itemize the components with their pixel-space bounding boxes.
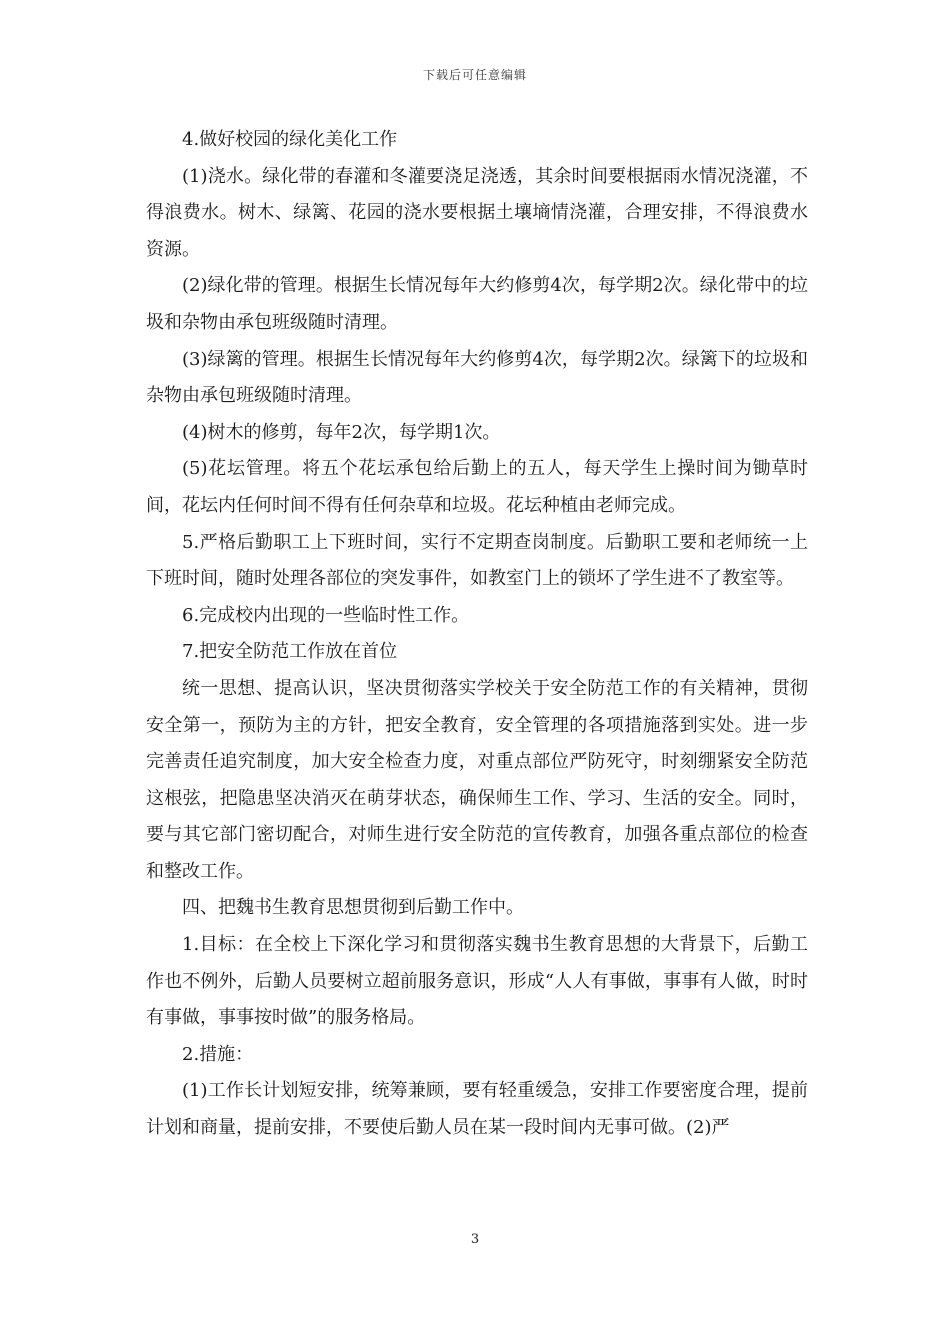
paragraph-safety: 统一思想、提高认识，坚决贯彻落实学校关于安全防范工作的有关精神，贯彻安全第一，预防为主的方针，把安全教育，安全管理的各项措施落到实处。进一步完善责任追究制度，加大安全检查力度，对重点部位严防死守，时刻绷紧安全防范这根弦，把隐患坚决消灭在萌芽状态，确保师生工作、学习、生活的安全。同时，要与其它部门密切配合，对师生进行安全防范的宣传教育，加强各重点部位的检查和整改工作。 (146, 677, 808, 882)
page-header-note: 下载后可任意编辑 (422, 68, 527, 82)
paragraph-temporary-work: 6.完成校内出现的一些临时性工作。 (182, 604, 470, 626)
paragraph-measures-one: (1)工作长计划短安排，统筹兼顾，要有轻重缓急，安排工作要密度合理，提前计划和商量，提前安排，不要使后勤人员在某一段时间内无事可做。(2)严 (146, 1080, 808, 1139)
paragraph-greenbelt: (2)绿化带的管理。根据生长情况每年大约修剪4次，每学期2次。绿化带中的垃圾和杂物由承包班级随时清理。 (146, 275, 808, 333)
paragraph-flowerbed: (5)花坛管理。将五个花坛承包给后勤上的五人，每天学生上操时间为锄草时间，花坛内任何时间不得有任何杂草和垃圾。花坛种植由老师完成。 (146, 458, 808, 516)
section-heading-greening: 4.做好校园的绿化美化工作 (182, 129, 398, 150)
section-heading-safety: 7.把安全防范工作放在首位 (182, 641, 398, 663)
paragraph-watering: (1)浇水。绿化带的春灌和冬灌要浇足浇透，其余时间要根据雨水情况浇灌，不得浪费水。树木、绿篱、花园的浇水要根据土壤墒情浇灌，合理安排，不得浪费水资源。 (146, 165, 808, 260)
paragraph-goal: 1.目标：在全校上下深化学习和贯彻落实魏书生教育思想的大背景下，后勤工作也不例外，后勤人员要树立超前服务意识，形成“人人有事做，事事有人做，时时有事做，事事按时做”的服务格局。 (146, 934, 808, 1029)
paragraph-measures-heading: 2.措施： (182, 1043, 254, 1065)
document-body (146, 122, 808, 1147)
paragraph-work-hours: 5.严格后勤职工上下班时间，实行不定期查岗制度。后勤职工要和老师统一上下班时间，随时处理各部位的突发事件，如教室门上的锁坏了学生进不了教室等。 (146, 531, 808, 590)
section-heading-four: 四、把魏书生教育思想贯彻到后勤工作中。 (182, 897, 524, 919)
page-number: 3 (470, 1232, 480, 1247)
paragraph-tree-pruning: (4)树木的修剪，每年2次，每学期1次。 (182, 421, 501, 443)
paragraph-hedge: (3)绿篱的管理。根据生长情况每年大约修剪4次，每学期2次。绿篱下的垃圾和杂物由承包班级随时清理。 (146, 348, 808, 407)
